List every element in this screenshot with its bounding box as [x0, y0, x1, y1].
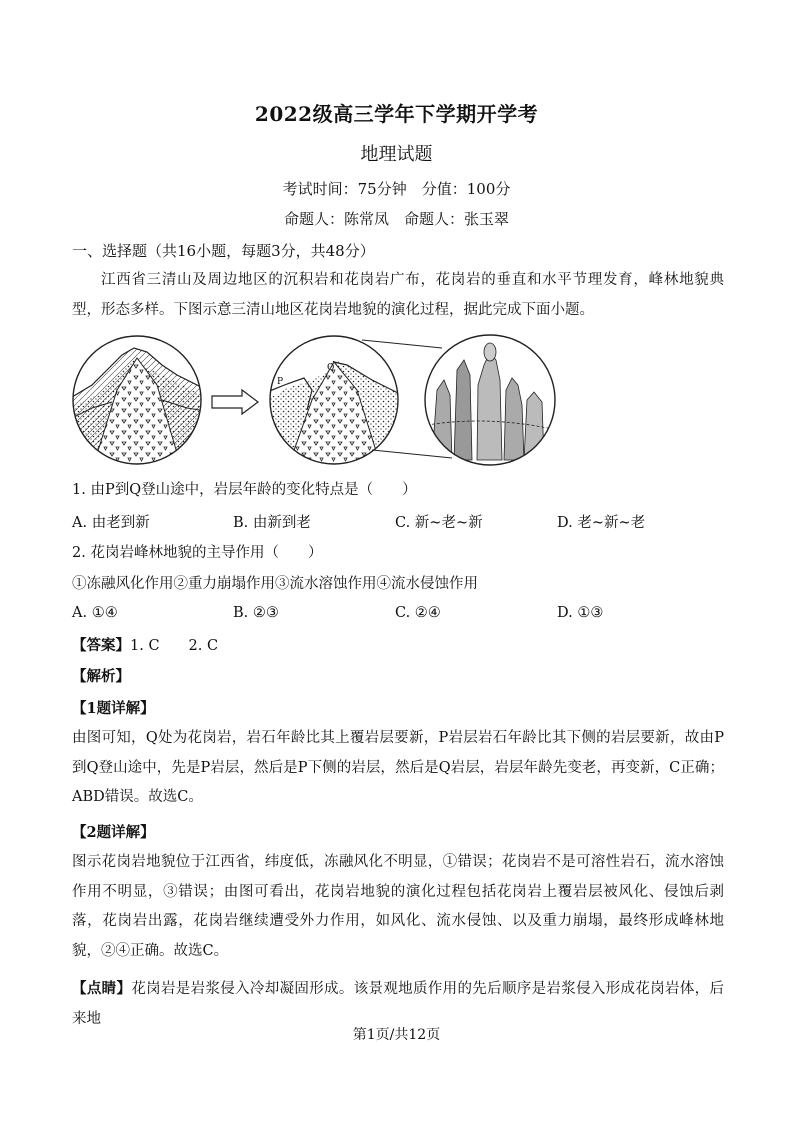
answer-text: 1. C 2. C [130, 638, 219, 654]
stage-2-diagram [262, 330, 402, 470]
q1-option-a[interactable]: A. 由老到新 [72, 515, 150, 531]
q2-option-b[interactable]: B. ②③ [233, 605, 279, 621]
exam-subject: 地理试题 [360, 144, 433, 165]
exam-info: 考试时间：75分钟 分值：100分 [282, 180, 511, 198]
q2-option-a[interactable]: A. ①④ [72, 605, 118, 621]
detail-2-heading [72, 822, 722, 844]
q1-option-d[interactable]: D. 老~新~老 [557, 515, 646, 531]
tip-tag: 【点睛】 [72, 980, 132, 997]
exam-title: 2022级高三学年下学期开学考 [254, 102, 539, 126]
detail-2-text: 图示花岗岩地貌位于江西省，纬度低，冻融风化不明显，①错误；花岗岩不是可溶性岩石，流水溶蚀作用不明显，③错误；由图可看出，花岗岩地貌的演化过程包括花岗岩上覆岩层被风化、侵蚀后剥落，花岗岩出露，花岗岩继续遭受外力作用，如风化、流水侵蚀、以及重力崩塌，最终形成峰林地貌，②④正确。故选C。 [72, 854, 724, 959]
question-1-stem: 1. 由P到Q登山途中，岩层年龄的变化特点是（ ） [72, 482, 417, 498]
q2-option-d[interactable]: D. ①③ [557, 605, 604, 621]
answer-tag: 【答案】 [72, 637, 130, 654]
detail-1-text: 由图可知，Q处为花岗岩，岩石年龄比其上覆岩层要新，P岩层岩石年龄比其下侧的岩层要新，故由P到Q登山途中，先是P岩层，然后是P下侧的岩层，然后是Q岩层，岩层年龄先变老，再变新，C正确；ABD错误。故选C。 [72, 730, 724, 805]
analysis-tag: 【解析】 [72, 668, 130, 685]
q1-option-c[interactable]: C. 新~老~新 [395, 515, 483, 531]
tip-text: 花岗岩是岩浆侵入冷却凝固形成。该景观地质作用的先后顺序是岩浆侵入形成花岗岩体，后来地 [72, 981, 725, 1027]
label-p: P [277, 377, 284, 387]
detail-1-heading [72, 698, 722, 720]
detail-2-tag: 【2题详解】 [72, 824, 155, 841]
granite-evolution-figure [72, 330, 562, 478]
question-2-stem: 2. 花岗岩峰林地貌的主导作用（ ） [72, 545, 323, 561]
detail-1-tag: 【1题详解】 [72, 700, 155, 717]
label-q: Q [327, 363, 335, 373]
answer-line [72, 635, 722, 657]
q2-option-c[interactable]: C. ②④ [395, 605, 441, 621]
section-heading: 一、选择题（共16小题，每题3分，共48分） [72, 242, 375, 260]
analysis-heading [72, 666, 722, 688]
intro-paragraph: 江西省三清山及周边地区的沉积岩和花岗岩广布，花岗岩的垂直和水平节理发育，峰林地貌典型，形态多样。下图示意三清山地区花岗岩地貌的演化过程，据此完成下面小题。 [72, 272, 724, 318]
page-footer: 第1页/共12页 [352, 1027, 441, 1043]
exam-authors: 命题人：陈常凤 命题人：张玉翠 [283, 210, 509, 228]
stage-1-diagram [72, 330, 212, 470]
arrow-icon [212, 390, 258, 414]
q1-option-b[interactable]: B. 由新到老 [233, 515, 311, 531]
stage-3-peaks [422, 330, 562, 470]
question-2-note: ①冻融风化作用②重力崩塌作用③流水溶蚀作用④流水侵蚀作用 [72, 576, 478, 592]
